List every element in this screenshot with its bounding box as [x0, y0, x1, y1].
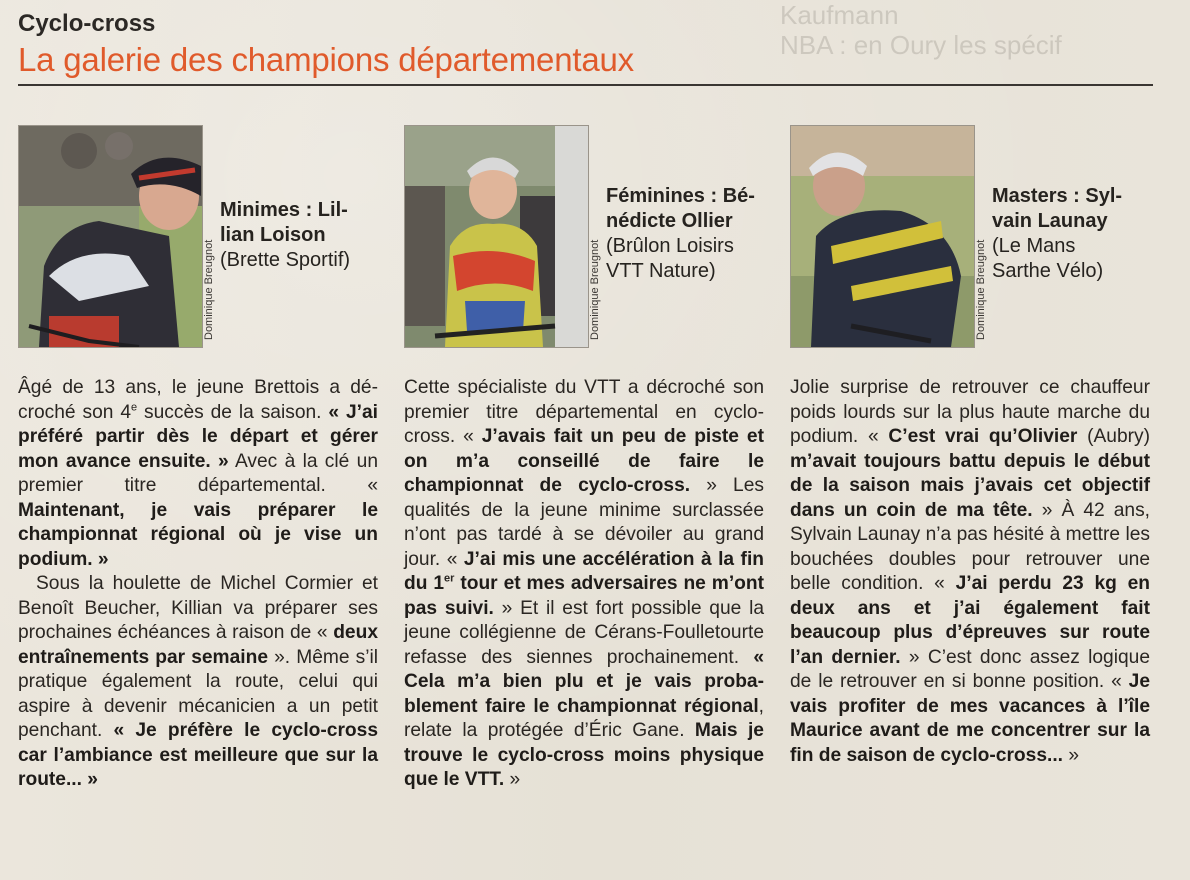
column-paragraph	[404, 376, 764, 793]
quote-text: Je vais profiter de mes vacances à l’île Maurice avant de me concentrer sur la fin de saison de cyclo-cross...	[790, 671, 1150, 766]
photo-credit: Dominique Breugnot	[975, 239, 987, 340]
body-text: »	[1062, 744, 1079, 766]
caption-name: vain Launay	[992, 210, 1108, 232]
body-text: Sous la houlette de Michel Cormier et Benoît Beucher, Killian va préparer ses prochaines échéances à raison de «	[18, 573, 378, 643]
photo-feminines-champion	[404, 125, 589, 348]
caption-masters	[992, 184, 1142, 284]
body-text: » C’est donc assez logique de le retrouver en si bonne position. «	[790, 646, 1150, 692]
quote-text: J’ai perdu 23 kg en deux ans et j’ai également fait beaucoup plus d’épreuves sur route l’an dernier.	[790, 573, 1150, 668]
caption-club: (Brette Sportif)	[220, 249, 351, 271]
quote-text: Maintenant, je vais préparer le championnat régional où je vise un podium. »	[18, 499, 378, 570]
caption-name: lian Loison	[220, 224, 326, 246]
article-column-1	[18, 376, 378, 793]
caption-minimes	[220, 198, 370, 273]
quote-text: er	[444, 572, 455, 585]
column-paragraph	[790, 376, 1150, 768]
column-paragraph	[18, 572, 378, 793]
caption-category: Minimes : Lil-	[220, 199, 348, 221]
photo-credit: Dominique Breugnot	[203, 239, 215, 340]
caption-club-cont: VTT Nature)	[606, 260, 716, 282]
body-text: e	[131, 401, 138, 414]
body-text: Cette spécialiste du VTT a décroché son premier titre départemental en cyclo-cross. «	[404, 377, 764, 447]
quote-text: J’ai mis une accélération à la fin du 1	[404, 548, 764, 594]
quote-text: « Je préfère le cyclo-cross car l’ambiance est meilleure que sur la route... »	[18, 720, 378, 790]
caption-category: Masters : Syl-	[992, 185, 1123, 207]
section-kicker: Cyclo-cross	[18, 10, 156, 37]
photo-credit: Dominique Breugnot	[589, 239, 601, 340]
body-text: Jolie surprise de retrouver ce chauffeur poids lourds sur la plus haute marche du podium. «	[790, 377, 1150, 447]
quote-text: m’avait toujours battu depuis le début de la saison mais j’avais cet objectif dans un coin de ma tête.	[790, 450, 1150, 521]
headline-rule	[18, 84, 1153, 86]
body-text: » Les qualités de la jeune minime surclassée n’ont pas tardé à se dévoiler au grand jour. «	[404, 475, 764, 570]
caption-category: Féminines : Bé-	[606, 185, 755, 207]
quote-text: C’est vrai qu’Olivier	[888, 426, 1078, 447]
quote-text: tour et mes adversaires ne m’ont pas suivi.	[404, 573, 764, 619]
article-column-2	[404, 376, 764, 793]
quote-text: J’avais fait un peu de piste et on m’a conseillé de faire le championnat de cyclo-cross.	[404, 426, 764, 496]
body-text: succès de la saison.	[137, 401, 329, 423]
quote-text: deux entraînements par semaine	[18, 622, 378, 668]
photo-minimes-champion	[18, 125, 203, 348]
quote-text: « J’ai préféré partir dès le départ et gérer mon avance ensuite. »	[18, 401, 378, 472]
caption-club-cont: Sarthe Vélo)	[992, 260, 1104, 282]
body-text: »	[504, 769, 521, 790]
caption-club: (Brûlon Loisirs	[606, 235, 734, 257]
quote-text: Mais je trouve le cyclo-cross moins physique que le VTT.	[404, 720, 764, 790]
caption-feminines	[606, 184, 756, 284]
body-text: Avec à la clé un premier titre départemental. «	[18, 450, 378, 496]
bleed-through-text: Kaufmann NBA : en Oury les spécif	[780, 0, 1062, 60]
quote-text: « Cela m’a bien plu et je vais probablement faire le championnat régional	[404, 646, 764, 717]
article-headline: La galerie des champions départementaux	[18, 41, 634, 78]
article-column-3	[790, 376, 1150, 768]
body-text: (Aubry)	[1077, 426, 1150, 447]
column-paragraph	[18, 376, 378, 572]
caption-name: nédicte Ollier	[606, 210, 733, 232]
body-text: » À 42 ans, Sylvain Launay n’a pas hésité à mettre les bouchées doubles pour retrouver une belle condition. «	[790, 499, 1150, 594]
body-text: ». Même s’il pratique également la route, celui qui aspire à devenir mécanicien a un petit penchant.	[18, 646, 378, 741]
body-text: , relate la protégée d’Éric Gane.	[404, 695, 764, 741]
body-text: » Et il est fort possible que la jeune collégienne de Cérans-Foulletourte refasse des siennes prochainement.	[404, 597, 764, 668]
caption-club: (Le Mans	[992, 235, 1076, 257]
photo-masters-champion	[790, 125, 975, 348]
body-text: Âgé de 13 ans, le jeune Brettois a décroché son 4	[18, 377, 378, 423]
